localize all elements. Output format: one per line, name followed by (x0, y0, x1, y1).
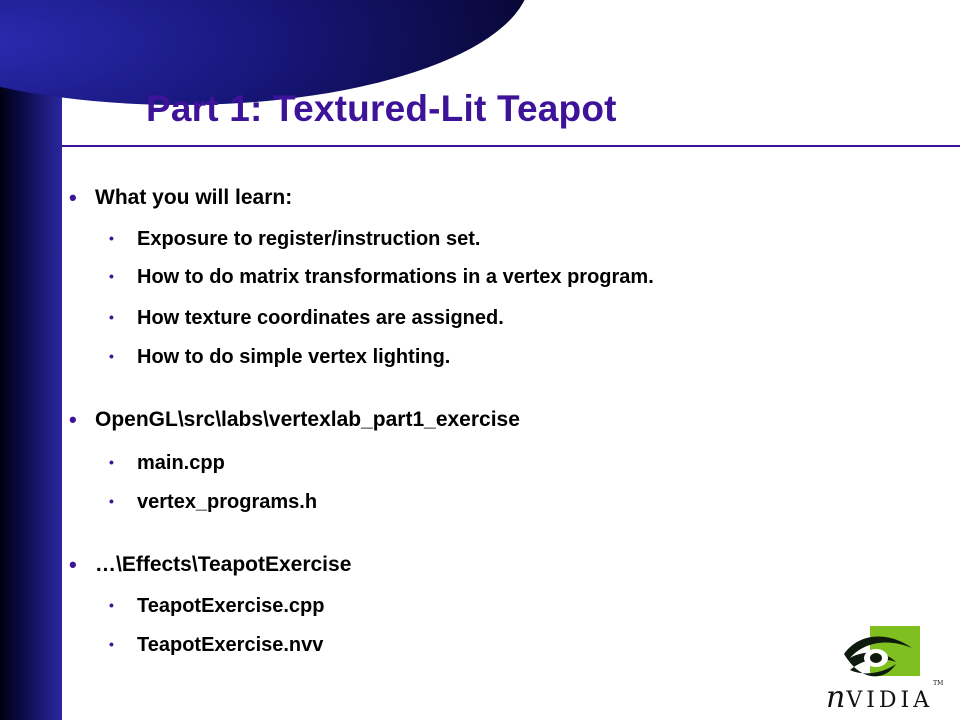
sub-bullet-marker: • (109, 268, 114, 284)
sub-bullet-text: TeapotExercise.cpp (137, 595, 325, 617)
bullet-item (69, 185, 293, 210)
sub-bullet-item (109, 228, 481, 251)
sub-bullet-marker: • (109, 493, 114, 509)
logo-n: n (826, 680, 847, 715)
nvidia-logo-wordmark (826, 680, 943, 715)
sub-bullet-text: How texture coordinates are assigned. (137, 307, 504, 329)
bullet-text: …\Effects\TeapotExercise (95, 553, 352, 576)
slide-title: Part 1: Textured-Lit Teapot (146, 88, 617, 129)
sub-bullet-item (109, 346, 451, 369)
sub-bullet-marker: • (109, 230, 114, 246)
sub-bullet-text: vertex_programs.h (137, 491, 318, 513)
sub-bullet-marker: • (109, 309, 114, 325)
arc-highlight-line (0, 0, 374, 46)
bullet-text: What you will learn: (95, 186, 293, 209)
sub-bullet-item (109, 452, 225, 475)
sub-bullet-item (109, 595, 325, 618)
sub-bullet-text: TeapotExercise.nvv (137, 634, 324, 656)
logo-word: VIDIA (846, 688, 934, 713)
sub-bullet-marker: • (109, 454, 114, 470)
bullet-marker: • (69, 552, 77, 577)
sub-bullet-item (109, 491, 318, 514)
sub-bullet-marker: • (109, 348, 114, 364)
left-decorative-band (0, 0, 62, 720)
logo-tm: TM (933, 680, 944, 687)
title-underline (62, 145, 960, 147)
sub-bullet-text: How to do matrix transformations in a vertex program. (137, 266, 654, 288)
bullet-marker: • (69, 407, 77, 432)
bullet-item (69, 407, 520, 432)
sub-bullet-marker: • (109, 597, 114, 613)
bullet-text: OpenGL\src\labs\vertexlab_part1_exercise (95, 408, 520, 431)
sub-bullet-text: How to do simple vertex lighting. (137, 346, 451, 368)
sub-bullet-item (109, 307, 504, 330)
sub-bullet-marker: • (109, 636, 114, 652)
sub-bullet-text: main.cpp (137, 452, 225, 474)
bullet-item (69, 552, 352, 577)
sub-bullet-item (109, 634, 324, 657)
bullet-marker: • (69, 185, 77, 210)
sub-bullet-text: Exposure to register/instruction set. (137, 228, 481, 250)
sub-bullet-item (109, 266, 654, 289)
